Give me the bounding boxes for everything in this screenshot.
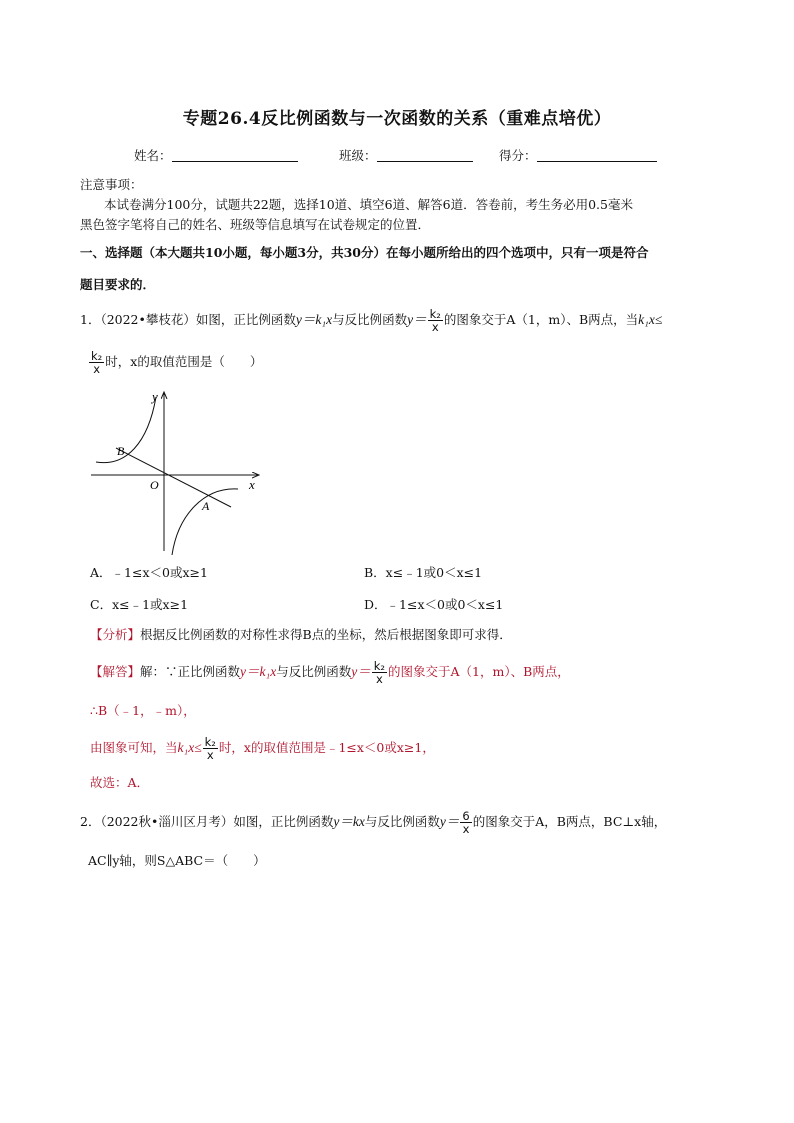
y-axis-label: y: [152, 389, 158, 404]
answer-line1-f1: y＝k₁x: [240, 664, 277, 679]
answer-line1-f2: y＝: [351, 664, 371, 679]
answer-fraction-1: [372, 660, 387, 685]
answer-frac1-num: k₂: [373, 659, 385, 673]
q1-line2-tail: 时，x的取值范围是（ ）: [105, 354, 263, 369]
section-heading-line-2: 题目要求的．: [80, 277, 156, 292]
q2-fraction: [460, 810, 471, 835]
q1-graph: [86, 385, 266, 555]
answer-frac1-den: x: [375, 672, 383, 686]
q1-option-d[interactable]: D．﹣1≤x＜0或0＜x≤1: [364, 597, 504, 612]
answer-fraction-2: [203, 736, 218, 761]
analysis-tag: 【分析】: [90, 627, 141, 642]
q1-analysis: [90, 626, 512, 644]
q2-mid: 与反比例函数: [364, 814, 440, 829]
q1-option-b[interactable]: B．x≤﹣1或0＜x≤1: [364, 565, 483, 580]
linear-function-line: [116, 448, 231, 507]
notice-line-1: 本试卷满分100分，试题共22题，选择10道、填空6道、解答6道．答卷前，考生务必用0.5毫米: [104, 197, 633, 212]
answer-line1-pre: 解：∵正比例函数: [140, 664, 241, 679]
analysis-text: 根据反比例函数的对称性求得B点的坐标，然后根据图象即可求得．: [140, 627, 512, 642]
q1-stem-line-2: [88, 350, 262, 375]
q2-prefix: 2．（2022秋•淄川区月考）如图，正比例函数: [80, 814, 334, 829]
q2-frac-den: x: [462, 822, 470, 836]
q1-frac2-den: x: [93, 362, 101, 376]
q2-formula-1: y＝kx: [333, 814, 365, 829]
class-field[interactable]: [339, 146, 473, 164]
q1-tail-var: k₁x≤: [638, 312, 663, 327]
q2-stem-line-2: AC∥y轴，则S△ABC＝（ ）: [88, 853, 266, 868]
q2-tail: 的图象交于A，B两点，BC⊥x轴，: [472, 814, 667, 829]
answer-line3-var: k₁x≤: [177, 740, 202, 755]
class-label: 班级：: [339, 148, 377, 163]
q1-prefix: 1．（2022•攀枝花）如图，正比例函数: [80, 312, 296, 327]
answer-line3-tail: 时，x的取值范围是﹣1≤x＜0或x≥1，: [218, 740, 435, 755]
answer-line1-mid: 与反比例函数: [276, 664, 352, 679]
score-blank[interactable]: [537, 149, 657, 162]
section-heading-line-1: 一、选择题（本大题共10小题，每小题3分，共30分）在每小题所给出的四个选项中，只有一项是符合: [80, 245, 649, 260]
score-label: 得分：: [499, 148, 537, 163]
answer-line1-tail: 的图象交于A（1，m）、B两点，: [388, 664, 570, 679]
q1-frac-num: k₂: [429, 307, 441, 321]
score-field[interactable]: [499, 146, 657, 164]
q2-formula-2-lhs: y＝: [439, 814, 460, 829]
notice-line-2: 黑色签字笔将自己的姓名、班级等信息填写在试卷规定的位置．: [80, 217, 431, 232]
x-axis-label: x: [249, 477, 255, 492]
q1-answer-line-2: ∴B（﹣1，﹣m），: [90, 703, 196, 718]
name-blank[interactable]: [172, 149, 298, 162]
q1-answer-line-3: [90, 736, 435, 761]
q2-stem-line-1: [80, 810, 666, 835]
q1-answer-line-1: [90, 660, 570, 685]
q1-option-c[interactable]: C．x≤﹣1或x≥1: [90, 597, 189, 612]
answer-tag: 【解答】: [90, 664, 141, 679]
origin-label: O: [150, 478, 159, 492]
q1-tail: 的图象交于A（1，m）、B两点，当: [443, 312, 639, 327]
q1-formula-2-lhs: y＝: [407, 312, 427, 327]
q1-frac-den: x: [431, 320, 439, 334]
answer-frac2-den: x: [206, 748, 214, 762]
q1-stem-line-1: [80, 308, 662, 333]
notice-heading: 注意事项：: [80, 177, 143, 192]
class-blank[interactable]: [377, 149, 473, 162]
q1-formula-1: y＝k₁x: [295, 312, 333, 327]
page-title: 专题26.4反比例函数与一次函数的关系（重难点培优）: [182, 109, 612, 129]
q1-option-a[interactable]: A．﹣1≤x＜0或x≥1: [90, 565, 208, 580]
name-field[interactable]: [134, 146, 298, 164]
point-b-label: B: [117, 444, 125, 458]
q1-fraction: [428, 308, 443, 333]
q2-frac-num: 6: [462, 809, 470, 823]
q1-fraction-2: [89, 350, 104, 375]
point-a-label: A: [202, 499, 210, 513]
answer-frac2-num: k₂: [204, 735, 216, 749]
name-label: 姓名：: [134, 148, 172, 163]
q1-answer-line-4: 故选：A．: [90, 775, 150, 790]
q1-mid: 与反比例函数: [332, 312, 408, 327]
answer-line3-pre: 由图象可知，当: [90, 740, 178, 755]
q1-frac2-num: k₂: [91, 349, 103, 363]
